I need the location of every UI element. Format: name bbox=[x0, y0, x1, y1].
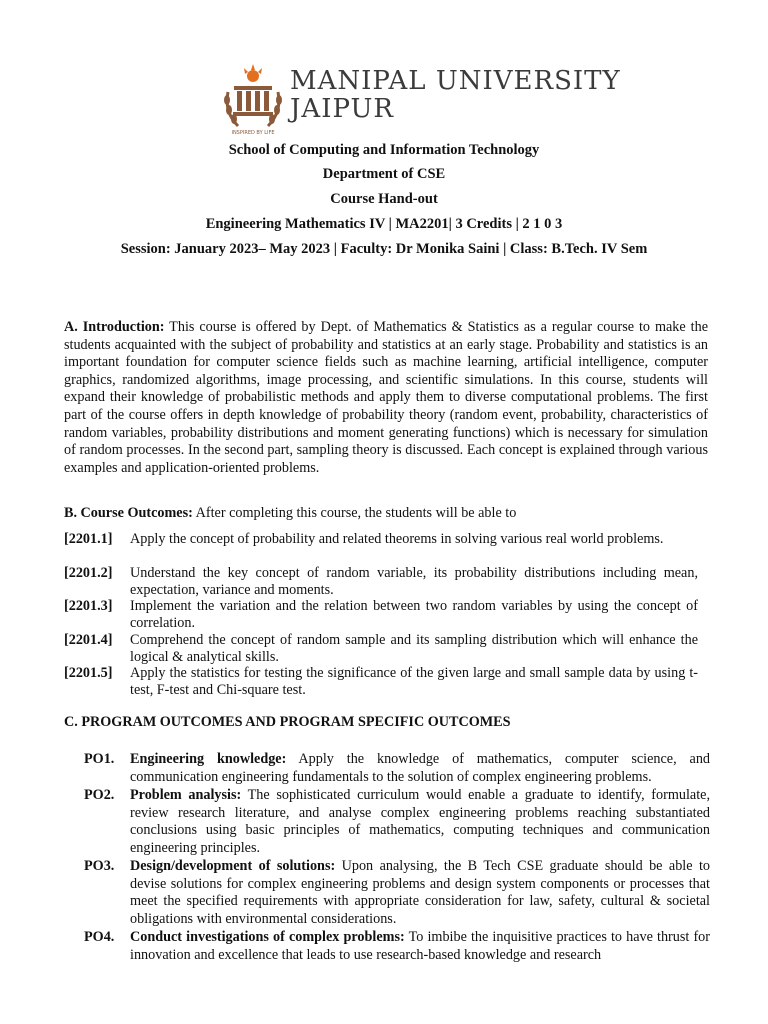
program-outcome-text bbox=[130, 751, 710, 786]
program-outcome-text bbox=[130, 858, 710, 928]
course-outcomes-intro-text: After completing this course, the students will be able to bbox=[192, 505, 517, 521]
university-name-line2: JAIPUR bbox=[290, 94, 394, 124]
program-outcome-code: PO4. bbox=[84, 929, 115, 945]
program-outcomes-heading: C. PROGRAM OUTCOMES AND PROGRAM SPECIFIC OUTCOMES bbox=[64, 714, 511, 730]
program-outcome-text bbox=[130, 929, 710, 964]
program-outcome-text bbox=[130, 787, 710, 857]
program-outcome-title: Design/development of solutions: bbox=[130, 858, 336, 874]
university-name-line1: MANIPAL UNIVERSITY bbox=[290, 66, 621, 96]
program-outcome-code: PO1. bbox=[84, 751, 115, 767]
program-outcome-body: Apply the knowledge of mathematics, computer science, and communication engineering fundamentals to the solution of complex engineering problems. bbox=[130, 751, 711, 785]
course-outcome-text: Implement the variation and the relation between two random variables by using the concept of correlation. bbox=[130, 598, 698, 631]
program-outcome-title: Engineering knowledge: bbox=[130, 751, 287, 767]
session-line: Session: January 2023– May 2023 | Faculty: Dr Monika Saini | Class: B.Tech. IV Sem bbox=[120, 241, 648, 257]
document-type: Course Hand-out bbox=[330, 191, 438, 207]
course-outcome-code: [2201.4] bbox=[64, 632, 113, 648]
logo-tagline: INSPIRED BY LIFE bbox=[231, 130, 275, 136]
university-logo bbox=[220, 62, 621, 138]
course-outcome-text: Comprehend the concept of random sample and its sampling distribution which will enhance the logical & analytical skills. bbox=[130, 632, 698, 665]
program-outcome-title: Conduct investigations of complex problems: bbox=[130, 929, 405, 945]
course-outcome-text: Understand the key concept of random variable, its probability distributions including mean, expectation, variance and moments. bbox=[130, 565, 698, 598]
course-outcome-code: [2201.5] bbox=[64, 665, 113, 681]
program-outcome-body: The sophisticated curriculum would enable a graduate to identify, formulate, review research literature, and analyse complex engineering problems reaching substantiated conclusions using basic principles of mathematics, computing techniques and communication engineering principles. bbox=[130, 787, 710, 856]
course-outcome-code: [2201.3] bbox=[64, 598, 113, 614]
introduction-heading: A. Introduction: bbox=[64, 319, 165, 335]
department-title: Department of CSE bbox=[322, 166, 446, 182]
course-outcomes-intro bbox=[64, 505, 708, 523]
introduction-text: This course is offered by Dept. of Mathematics & Statistics as a regular course to make the students acquainted with the subject of probability and statistics at an early stage. Probability and statistics is an important foundation for computer science fields such as machine learning, artificial intelligence, computer graphics, randomized algorithms, image processing, and scientific simulations. In this course, students will expand their knowledge of probabilistic methods and apply them to diverse computational problems. The first part of the course offers in depth knowledge of probability theory (random event, probability, characteristics of random variables, probability distributions and moment generating functions) which is necessary for simulation of random processes. In the second part, sampling theory is discussed. Each concept is explained through various examples and application-oriented problems. bbox=[64, 319, 708, 476]
school-title: School of Computing and Information Technology bbox=[228, 142, 540, 158]
introduction-section bbox=[64, 319, 708, 477]
program-outcome-code: PO3. bbox=[84, 858, 115, 874]
program-outcome-title: Problem analysis: bbox=[130, 787, 242, 803]
course-line: Engineering Mathematics IV | MA2201| 3 Credits | 2 1 0 3 bbox=[205, 216, 563, 232]
course-outcome-text: Apply the statistics for testing the significance of the given large and small sample data by using t-test, F-test and Chi-square test. bbox=[130, 665, 698, 698]
course-outcomes-heading: B. Course Outcomes: bbox=[64, 505, 193, 521]
course-outcome-code: [2201.1] bbox=[64, 531, 113, 547]
university-emblem-icon bbox=[220, 62, 286, 138]
course-outcome-code: [2201.2] bbox=[64, 565, 113, 581]
program-outcome-code: PO2. bbox=[84, 787, 115, 803]
course-outcome-text: Apply the concept of probability and related theorems in solving various real world problems. bbox=[130, 531, 664, 547]
program-outcome-body: Upon analysing, the B Tech CSE graduate should be able to devise solutions for complex engineering problems and design system components or processes that meet the specified requirements with appropriate consideration for law, safety, cultural & societal obligations with environmental considerations. bbox=[130, 858, 710, 927]
program-outcome-body: To imbibe the inquisitive practices to have thrust for innovation and excellence that leads to use research-based knowledge and research bbox=[130, 929, 710, 963]
